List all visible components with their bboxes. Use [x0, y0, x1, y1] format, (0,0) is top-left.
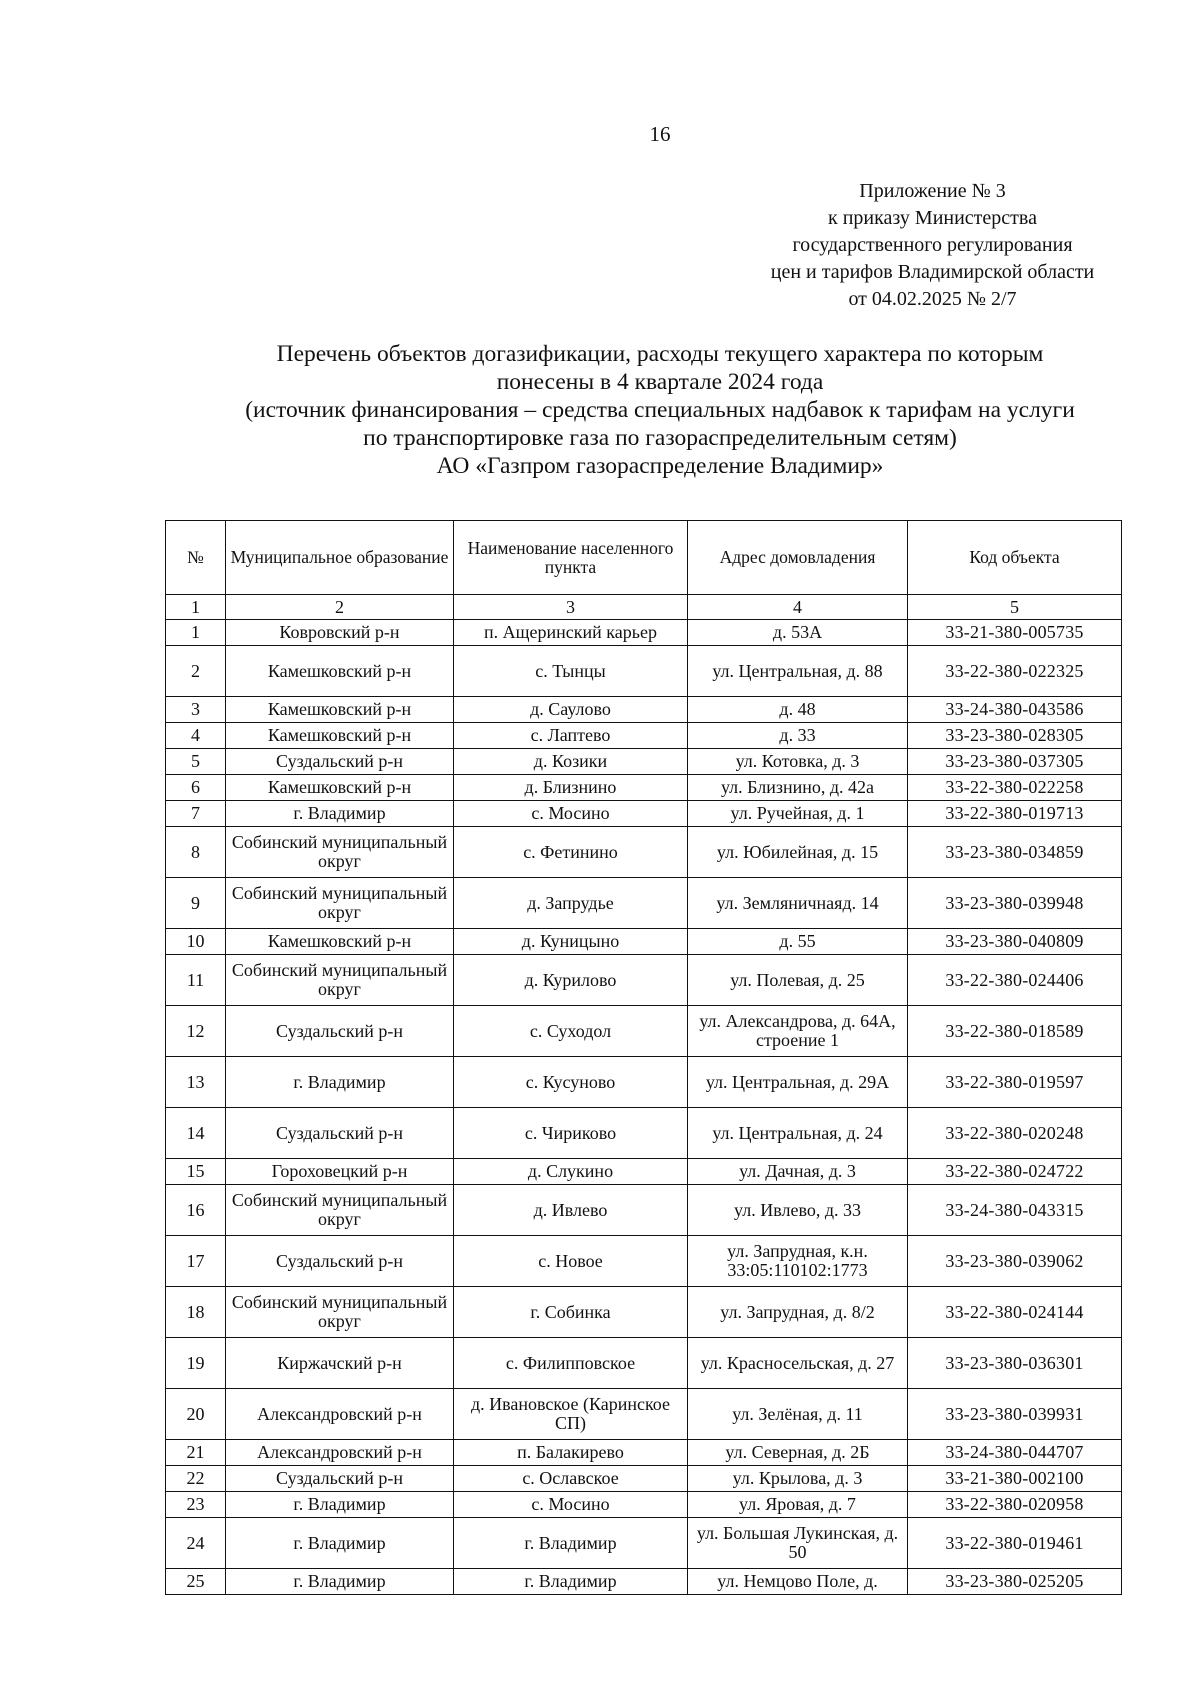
row-number-cell: 21	[166, 1440, 226, 1466]
object-code-cell: 33-23-380-039062	[908, 1236, 1122, 1287]
municipality-cell: Суздальский р-н	[226, 1006, 454, 1057]
row-number-cell: 4	[166, 723, 226, 749]
table-row	[166, 697, 1122, 723]
row-number-cell: 22	[166, 1466, 226, 1492]
address-cell: ул. Крылова, д. 3	[688, 1466, 908, 1492]
object-code-cell: 33-22-380-019461	[908, 1518, 1122, 1569]
settlement-cell: д. Близнино	[454, 775, 688, 801]
address-cell: ул. Котовка, д. 3	[688, 749, 908, 775]
table-header-row	[166, 521, 1122, 595]
municipality-cell: Камешковский р-н	[226, 646, 454, 697]
municipality-cell: Суздальский р-н	[226, 1466, 454, 1492]
table-row	[166, 1518, 1122, 1569]
title-line: по транспортировке газа по газораспределительным сетям)	[363, 425, 957, 451]
row-number-cell: 10	[166, 929, 226, 955]
row-number-cell: 19	[166, 1338, 226, 1389]
table-row	[166, 1236, 1122, 1287]
table-row	[166, 1338, 1122, 1389]
object-code-cell: 33-24-380-044707	[908, 1440, 1122, 1466]
table-row	[166, 1440, 1122, 1466]
object-code-cell: 33-24-380-043315	[908, 1185, 1122, 1236]
object-code-cell: 33-22-380-024406	[908, 955, 1122, 1006]
object-code-cell: 33-23-380-036301	[908, 1338, 1122, 1389]
object-code-cell: 33-23-380-025205	[908, 1569, 1122, 1595]
address-cell: ул. Центральная, д. 88	[688, 646, 908, 697]
row-number-cell: 3	[166, 697, 226, 723]
municipality-cell: Ковровский р-н	[226, 620, 454, 646]
object-code-cell: 33-22-380-019597	[908, 1057, 1122, 1108]
object-code-cell: 33-22-380-020958	[908, 1492, 1122, 1518]
title-line: АО «Газпром газораспределение Владимир»	[436, 453, 884, 479]
table-row	[166, 1466, 1122, 1492]
object-code-cell: 33-21-380-005735	[908, 620, 1122, 646]
settlement-cell: с. Тынцы	[454, 646, 688, 697]
row-number-cell: 20	[166, 1389, 226, 1440]
title-line: Перечень объектов догазификации, расходы текущего характера по которым	[276, 341, 1044, 367]
object-code-cell: 33-22-380-024144	[908, 1287, 1122, 1338]
municipality-cell: Камешковский р-н	[226, 775, 454, 801]
table-row	[166, 801, 1122, 827]
table-row	[166, 749, 1122, 775]
municipality-cell: г. Владимир	[226, 1492, 454, 1518]
header-settlement: Наименование населенного пункта	[454, 521, 688, 595]
municipality-cell: Гороховецкий р-н	[226, 1159, 454, 1185]
settlement-cell: с. Лаптево	[454, 723, 688, 749]
settlement-cell: с. Фетинино	[454, 827, 688, 878]
row-number-cell: 8	[166, 827, 226, 878]
table-row	[166, 775, 1122, 801]
address-cell: ул. Северная, д. 2Б	[688, 1440, 908, 1466]
address-cell: ул. Центральная, д. 29А	[688, 1057, 908, 1108]
object-code-cell: 33-22-380-018589	[908, 1006, 1122, 1057]
municipality-cell: Собинский муниципальный округ	[226, 878, 454, 929]
object-code-cell: 33-23-380-034859	[908, 827, 1122, 878]
header-object-code: Код объекта	[908, 521, 1122, 595]
settlement-cell: с. Суходол	[454, 1006, 688, 1057]
address-cell: д. 55	[688, 929, 908, 955]
settlement-cell: д. Ивановское (Каринское СП)	[454, 1389, 688, 1440]
column-number: 2	[226, 595, 454, 620]
object-code-cell: 33-22-380-022258	[908, 775, 1122, 801]
table-row	[166, 1159, 1122, 1185]
column-number: 1	[166, 595, 226, 620]
address-cell: ул. Запрудная, д. 8/2	[688, 1287, 908, 1338]
address-cell: ул. Полевая, д. 25	[688, 955, 908, 1006]
table-row	[166, 646, 1122, 697]
settlement-cell: д. Куницыно	[454, 929, 688, 955]
object-code-cell: 33-23-380-037305	[908, 749, 1122, 775]
settlement-cell: с. Мосино	[454, 801, 688, 827]
row-number-cell: 12	[166, 1006, 226, 1057]
settlement-cell: д. Курилово	[454, 955, 688, 1006]
table-row	[166, 929, 1122, 955]
settlement-cell: д. Саулово	[454, 697, 688, 723]
appendix-line: государственного регулирования	[792, 234, 1073, 256]
address-cell: ул. Ивлево, д. 33	[688, 1185, 908, 1236]
address-cell: д. 48	[688, 697, 908, 723]
municipality-cell: Собинский муниципальный округ	[226, 1185, 454, 1236]
row-number-cell: 17	[166, 1236, 226, 1287]
row-number-cell: 1	[166, 620, 226, 646]
title-line: понесены в 4 квартале 2024 года	[496, 369, 824, 395]
table-row	[166, 878, 1122, 929]
appendix-line: Приложение № 3	[859, 180, 1006, 202]
row-number-cell: 5	[166, 749, 226, 775]
settlement-cell: с. Ославское	[454, 1466, 688, 1492]
table-row	[166, 1108, 1122, 1159]
row-number-cell: 11	[166, 955, 226, 1006]
settlement-cell: с. Новое	[454, 1236, 688, 1287]
settlement-cell: д. Ивлево	[454, 1185, 688, 1236]
address-cell: ул. Александрова, д. 64А, строение 1	[688, 1006, 908, 1057]
municipality-cell: Александровский р-н	[226, 1389, 454, 1440]
header-municipality: Муниципальное образование	[226, 521, 454, 595]
table-row	[166, 1492, 1122, 1518]
settlement-cell: с. Филипповское	[454, 1338, 688, 1389]
table-row	[166, 620, 1122, 646]
municipality-cell: Киржачский р-н	[226, 1338, 454, 1389]
row-number-cell: 24	[166, 1518, 226, 1569]
settlement-cell: с. Мосино	[454, 1492, 688, 1518]
table-row	[166, 955, 1122, 1006]
address-cell: д. 53А	[688, 620, 908, 646]
column-number: 5	[908, 595, 1122, 620]
municipality-cell: Собинский муниципальный округ	[226, 827, 454, 878]
objects-table	[165, 520, 1122, 1595]
table-row	[166, 1185, 1122, 1236]
municipality-cell: Суздальский р-н	[226, 1236, 454, 1287]
row-number-cell: 15	[166, 1159, 226, 1185]
municipality-cell: г. Владимир	[226, 1569, 454, 1595]
municipality-cell: Камешковский р-н	[226, 929, 454, 955]
address-cell: ул. Земляничнаяд. 14	[688, 878, 908, 929]
row-number-cell: 16	[166, 1185, 226, 1236]
address-cell: ул. Дачная, д. 3	[688, 1159, 908, 1185]
document-title	[150, 340, 1170, 480]
title-line: (источник финансирования – средства специальных надбавок к тарифам на услуги	[245, 397, 1075, 423]
object-code-cell: 33-22-380-019713	[908, 801, 1122, 827]
page-number: 16	[649, 122, 671, 146]
settlement-cell: с. Кусуново	[454, 1057, 688, 1108]
table-row	[166, 1057, 1122, 1108]
row-number-cell: 13	[166, 1057, 226, 1108]
address-cell: д. 33	[688, 723, 908, 749]
row-number-cell: 7	[166, 801, 226, 827]
row-number-cell: 6	[166, 775, 226, 801]
settlement-cell: г. Владимир	[454, 1569, 688, 1595]
address-cell: ул. Зелёная, д. 11	[688, 1389, 908, 1440]
object-code-cell: 33-22-380-020248	[908, 1108, 1122, 1159]
appendix-line: от 04.02.2025 № 2/7	[848, 288, 1017, 310]
municipality-cell: Камешковский р-н	[226, 723, 454, 749]
address-cell: ул. Близнино, д. 42а	[688, 775, 908, 801]
municipality-cell: Александровский р-н	[226, 1440, 454, 1466]
settlement-cell: п. Балакирево	[454, 1440, 688, 1466]
object-code-cell: 33-23-380-039948	[908, 878, 1122, 929]
municipality-cell: г. Владимир	[226, 801, 454, 827]
column-number: 4	[688, 595, 908, 620]
municipality-cell: г. Владимир	[226, 1518, 454, 1569]
table-row	[166, 723, 1122, 749]
column-number-row	[166, 595, 1122, 620]
row-number-cell: 9	[166, 878, 226, 929]
address-cell: ул. Центральная, д. 24	[688, 1108, 908, 1159]
municipality-cell: Суздальский р-н	[226, 1108, 454, 1159]
row-number-cell: 2	[166, 646, 226, 697]
row-number-cell: 23	[166, 1492, 226, 1518]
address-cell: ул. Немцово Поле, д.	[688, 1569, 908, 1595]
settlement-cell: с. Чириково	[454, 1108, 688, 1159]
settlement-cell: д. Козики	[454, 749, 688, 775]
object-code-cell: 33-22-380-024722	[908, 1159, 1122, 1185]
municipality-cell: г. Владимир	[226, 1057, 454, 1108]
row-number-cell: 18	[166, 1287, 226, 1338]
municipality-cell: Собинский муниципальный округ	[226, 955, 454, 1006]
address-cell: ул. Запрудная, к.н. 33:05:110102:1773	[688, 1236, 908, 1287]
address-cell: ул. Яровая, д. 7	[688, 1492, 908, 1518]
table-row	[166, 1006, 1122, 1057]
header-address: Адрес домовладения	[688, 521, 908, 595]
object-code-cell: 33-22-380-022325	[908, 646, 1122, 697]
table-row	[166, 827, 1122, 878]
settlement-cell: г. Собинка	[454, 1287, 688, 1338]
appendix-block	[680, 178, 1185, 313]
municipality-cell: Камешковский р-н	[226, 697, 454, 723]
table-row	[166, 1389, 1122, 1440]
column-number: 3	[454, 595, 688, 620]
header-number: №	[166, 521, 226, 595]
settlement-cell: г. Владимир	[454, 1518, 688, 1569]
object-code-cell: 33-23-380-028305	[908, 723, 1122, 749]
row-number-cell: 25	[166, 1569, 226, 1595]
address-cell: ул. Большая Лукинская, д. 50	[688, 1518, 908, 1569]
row-number-cell: 14	[166, 1108, 226, 1159]
table-row	[166, 1569, 1122, 1595]
object-code-cell: 33-21-380-002100	[908, 1466, 1122, 1492]
address-cell: ул. Ручейная, д. 1	[688, 801, 908, 827]
address-cell: ул. Красносельская, д. 27	[688, 1338, 908, 1389]
table-row	[166, 1287, 1122, 1338]
settlement-cell: п. Ащеринский карьер	[454, 620, 688, 646]
settlement-cell: д. Запрудье	[454, 878, 688, 929]
object-code-cell: 33-24-380-043586	[908, 697, 1122, 723]
settlement-cell: д. Слукино	[454, 1159, 688, 1185]
object-code-cell: 33-23-380-039931	[908, 1389, 1122, 1440]
municipality-cell: Суздальский р-н	[226, 749, 454, 775]
appendix-line: цен и тарифов Владимирской области	[770, 261, 1095, 283]
appendix-line: к приказу Министерства	[828, 207, 1037, 229]
municipality-cell: Собинский муниципальный округ	[226, 1287, 454, 1338]
object-code-cell: 33-23-380-040809	[908, 929, 1122, 955]
address-cell: ул. Юбилейная, д. 15	[688, 827, 908, 878]
